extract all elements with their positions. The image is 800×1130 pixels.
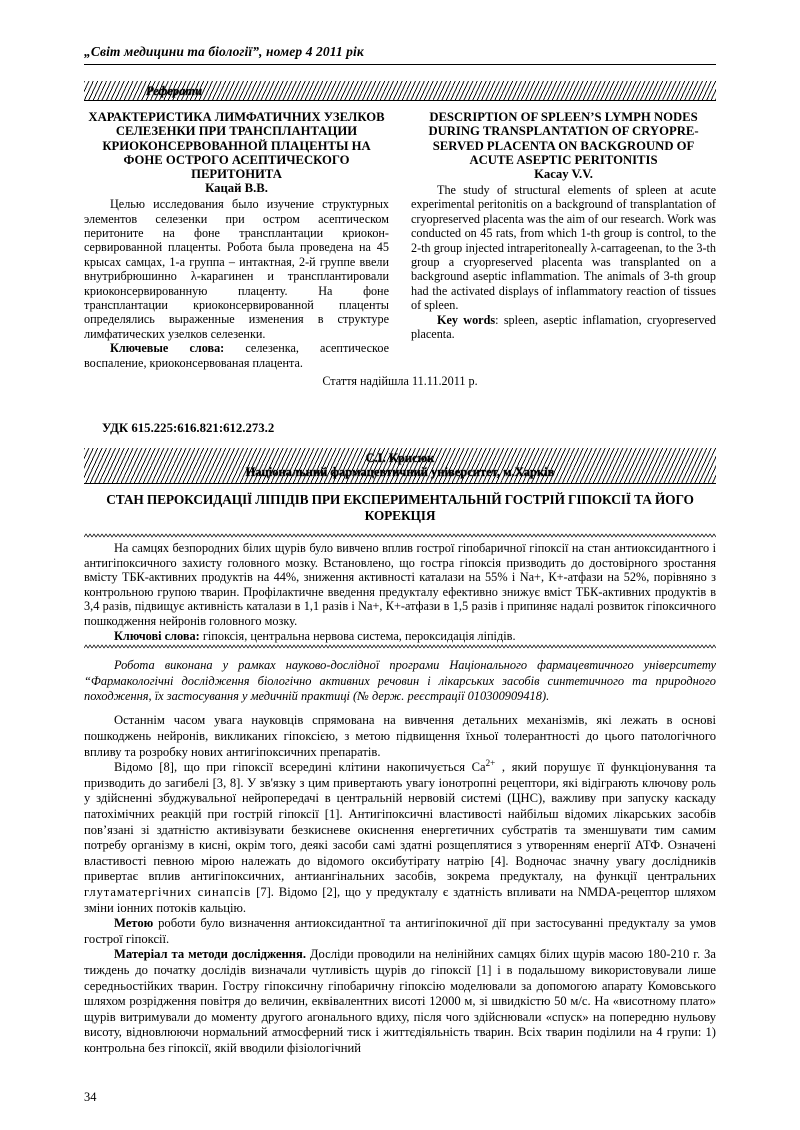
abstract-keywords-ru xyxy=(84,341,389,370)
summary-text: На самцях безпородних білих щурів було вивчено вплив гострої гіпобаричної гіпоксії на стан антиоксидантного і антигіпоксичного захисту головного мозку. Встановлено, що гостра гіпоксія призводить до достовірного зростання вмісту ТБК-активних продуктів на 44%, зниження активності каталази на 55% і Na+, К+-атфази на 52%, порівняно з контрольною групою тварин. Профілактичне введення предукталу ефективно знижує вміст ТБК-активних продуктів в 3,4 разів, підвищує активність каталази в 1,1 разів і Na+, К+-атфази в 1,5 разів і припиняє надалі розвиток гіпоксичного пошкодження нейронів головного мозку. xyxy=(84,541,716,629)
calcium-text-2: , який порушує її функціонування та призводить до загибелі [3, 8]. У зв'язку з цим привертають увагу іонотропні рецептори, які відіграють ключову роль у здійсненні збуджувальної нейропередачі в центральній нервовій системі (ЦНС), важливу при запуску каскаду патохімічних реакцій при гострій гіпоксії [1]. Антигіпоксичні властивості найбільш відомих лікарських засобів пов’язані зі здатністю активізувати безкисневе окиснення енергетичних субстратів та зменшувати тим самим потребу організму в кисні, окрім того, деякі засоби самі здатні розщеплятися з утворенням енергії АТФ. Означені властивості певною мірою належать до відомого оксибутірату натрію [4]. Водночас значну увагу дослідників привертає вплив антигіпоксичних, антиангінальних засобів, зокрема предукталу, на функції центральних xyxy=(84,760,716,884)
abstract-columns xyxy=(84,110,716,370)
abstract-title-ru: ХАРАКТЕРИСТИКА ЛИМФАТИЧНИХ УЗЕЛКОВ СЕЛЕЗЕНКИ ПРИ ТРАНСПЛАНТАЦИИ КРИОКОНСЕРВОВАННОЙ ПЛАЦЕНТЫ НА ФОНЕ ОСТРОГО АСЕПТИЧЕСКОГО ПЕРИТОНИТА xyxy=(88,110,385,181)
article-author-band xyxy=(84,448,716,484)
abstract-column-russian xyxy=(84,110,389,370)
received-note: Стаття надійшла 11.11.2011 р. xyxy=(322,374,478,389)
body-paragraph-methods xyxy=(84,947,716,1056)
article-summary xyxy=(84,538,716,644)
calcium-text-3: [7]. Відомо [2], що у предукталу є здатність впливати на NMDA-рецептор шляхом зміни іонних потоків кальцію. xyxy=(84,884,716,915)
abstract-author-ru: Кацай В.В. xyxy=(205,181,268,196)
methods-label: Матеріал та методи дослідження. xyxy=(114,947,306,962)
abstract-column-english xyxy=(411,110,716,370)
abstract-keywords-en xyxy=(411,313,716,342)
article-title: СТАН ПЕРОКСИДАЦІЇ ЛІПІДІВ ПРИ ЕКСПЕРИМЕНТАЛЬНІЙ ГОСТРІЙ ГІПОКСІЇ ТА ЙОГО КОРЕКЦІЯ xyxy=(106,492,694,524)
methods-text: Досліди проводили на нелінійних самцях білих щурів масою 180-210 г. За тиждень до початку дослідів визначали чутливість щурів до гіпоксії [1] і в подальшому використовували лише середньостійких тварин. Гостру гіпоксичну гіпобаричну гіпоксію моделювали за допомогою апарату Комовського шляхом розрідження повітря до величин, еквівалентних висоті 12000 м, зі швидкістю 50 м/с. На «висотному плато» щурів витримували до моменту другого агонального вдиху, після чого здійснювали «спуск» на попередню нульову висоту, відновлюючи нормальний атмосферний тиск і життєдіяльність тварин. Всіх тварин поділили на 4 групи: 1) контрольна без гіпоксії, якій вводили фізіологічний xyxy=(84,947,717,1055)
page-content xyxy=(84,44,716,1057)
section-band-label: Реферати xyxy=(146,84,203,99)
abstract-body-ru: Целью исследования было изучение структурных элементов селезенки при остром асептическом перитоните на фоне трансплантации криокон-сервированной плаценты. Робота была проведена на 45 крысах самцах, 1-а группа – интактная, 2-й группе ввели внутрибрюшинно λ-карагинен и трансплантировали криоконсервированную плаценту. На фоне трансплантации криоконсервированной плаценты определялись выраженные изменения в структуре лимфатических узелков селезенки. xyxy=(84,197,389,341)
aim-label: Метою xyxy=(114,916,154,931)
article-author: С.І. Крисюк xyxy=(365,451,435,466)
calcium-text-1: Відомо [8], що при гіпоксії всередині клітини накопичується Са xyxy=(114,760,486,775)
spacer xyxy=(84,704,716,713)
spacer xyxy=(84,649,716,658)
calcium-superscript: 2+ xyxy=(485,758,496,769)
abstract-body-en: The study of structural elements of spleen at acute experimental peritonitis on a background of transplantation of cryopreserved placenta was the aim of our research. Work was conducted on 45 rats, from which 1-th group is control, to the 2-th group injected intraperitoneally λ-carrageenan, to the 3-th group a cryopreserved placenta was transplanted on a background aseptic inflammation. The animals of 3-th group had the activated displays of inflammatory reaction of tissues of spleen. xyxy=(411,183,716,313)
summary-keywords-text: гіпоксія, центральна нервова система, пероксидація ліпідів. xyxy=(199,628,516,643)
page-number: 34 xyxy=(84,1090,97,1104)
keywords-label-en: Key words xyxy=(437,312,496,327)
glutamatergic-synapses-text: глутаматергічних синапсів xyxy=(84,884,252,899)
running-head: „Світ медицини та біології”, номер 4 2011 рік xyxy=(84,44,364,59)
summary-keywords xyxy=(84,629,716,644)
keywords-text-ru: селезенка, асептическое воспаление, криоконсервованая плацента. xyxy=(84,341,390,370)
funding-note: Робота виконана у рамках науково-дослідної програми Національного фармацевтичного університету “Фармакологічні дослідження біологічно активних речовин і лікарських засобів синтетичного та природного походження, їх застосування у медичній практиці (№ держ. реєстрації 010300909418). xyxy=(84,658,716,704)
section-band-reprints xyxy=(84,81,716,101)
header-rule xyxy=(84,64,716,65)
udc-code: УДК 615.225:616.821:612.273.2 xyxy=(102,421,275,436)
summary-keywords-label: Ключові слова: xyxy=(114,628,200,643)
body-paragraph-aim xyxy=(84,916,716,947)
keywords-label-ru: Ключевые слова: xyxy=(110,341,225,356)
body-paragraph-calcium xyxy=(84,760,716,916)
article-affiliation: Національний фармацевтичний університет, м.Харків xyxy=(245,465,555,480)
abstract-author-en: Kacay V.V. xyxy=(534,167,593,181)
abstract-title-en: DESCRIPTION OF SPLEEN’S LYMPH NODES DURING TRANSPLANTATION OF CRYOPRE-SERVED PLACENTA ON BACKGROUND OF ACUTE ASEPTIC PERITONITIS xyxy=(428,110,699,167)
body-paragraph-intro: Останнім часом увага науковців спрямована на вивчення детальних механізмів, які лежать в основі пошкоджень нейронів, викликаних гіпоксією, з метою підвищення їхньої толерантності до цього патологічного впливу та розробку нових антигіпоксичних препаратів. xyxy=(84,713,716,759)
aim-text: роботи було визначення антиоксидантної та антигіпокичної дії при застосуванні предукталу за умов гострої гіпоксії. xyxy=(84,916,716,946)
keywords-text-en: : spleen, aseptic inflamation, cryopreserved placenta. xyxy=(411,312,716,342)
article-body xyxy=(84,649,716,1056)
